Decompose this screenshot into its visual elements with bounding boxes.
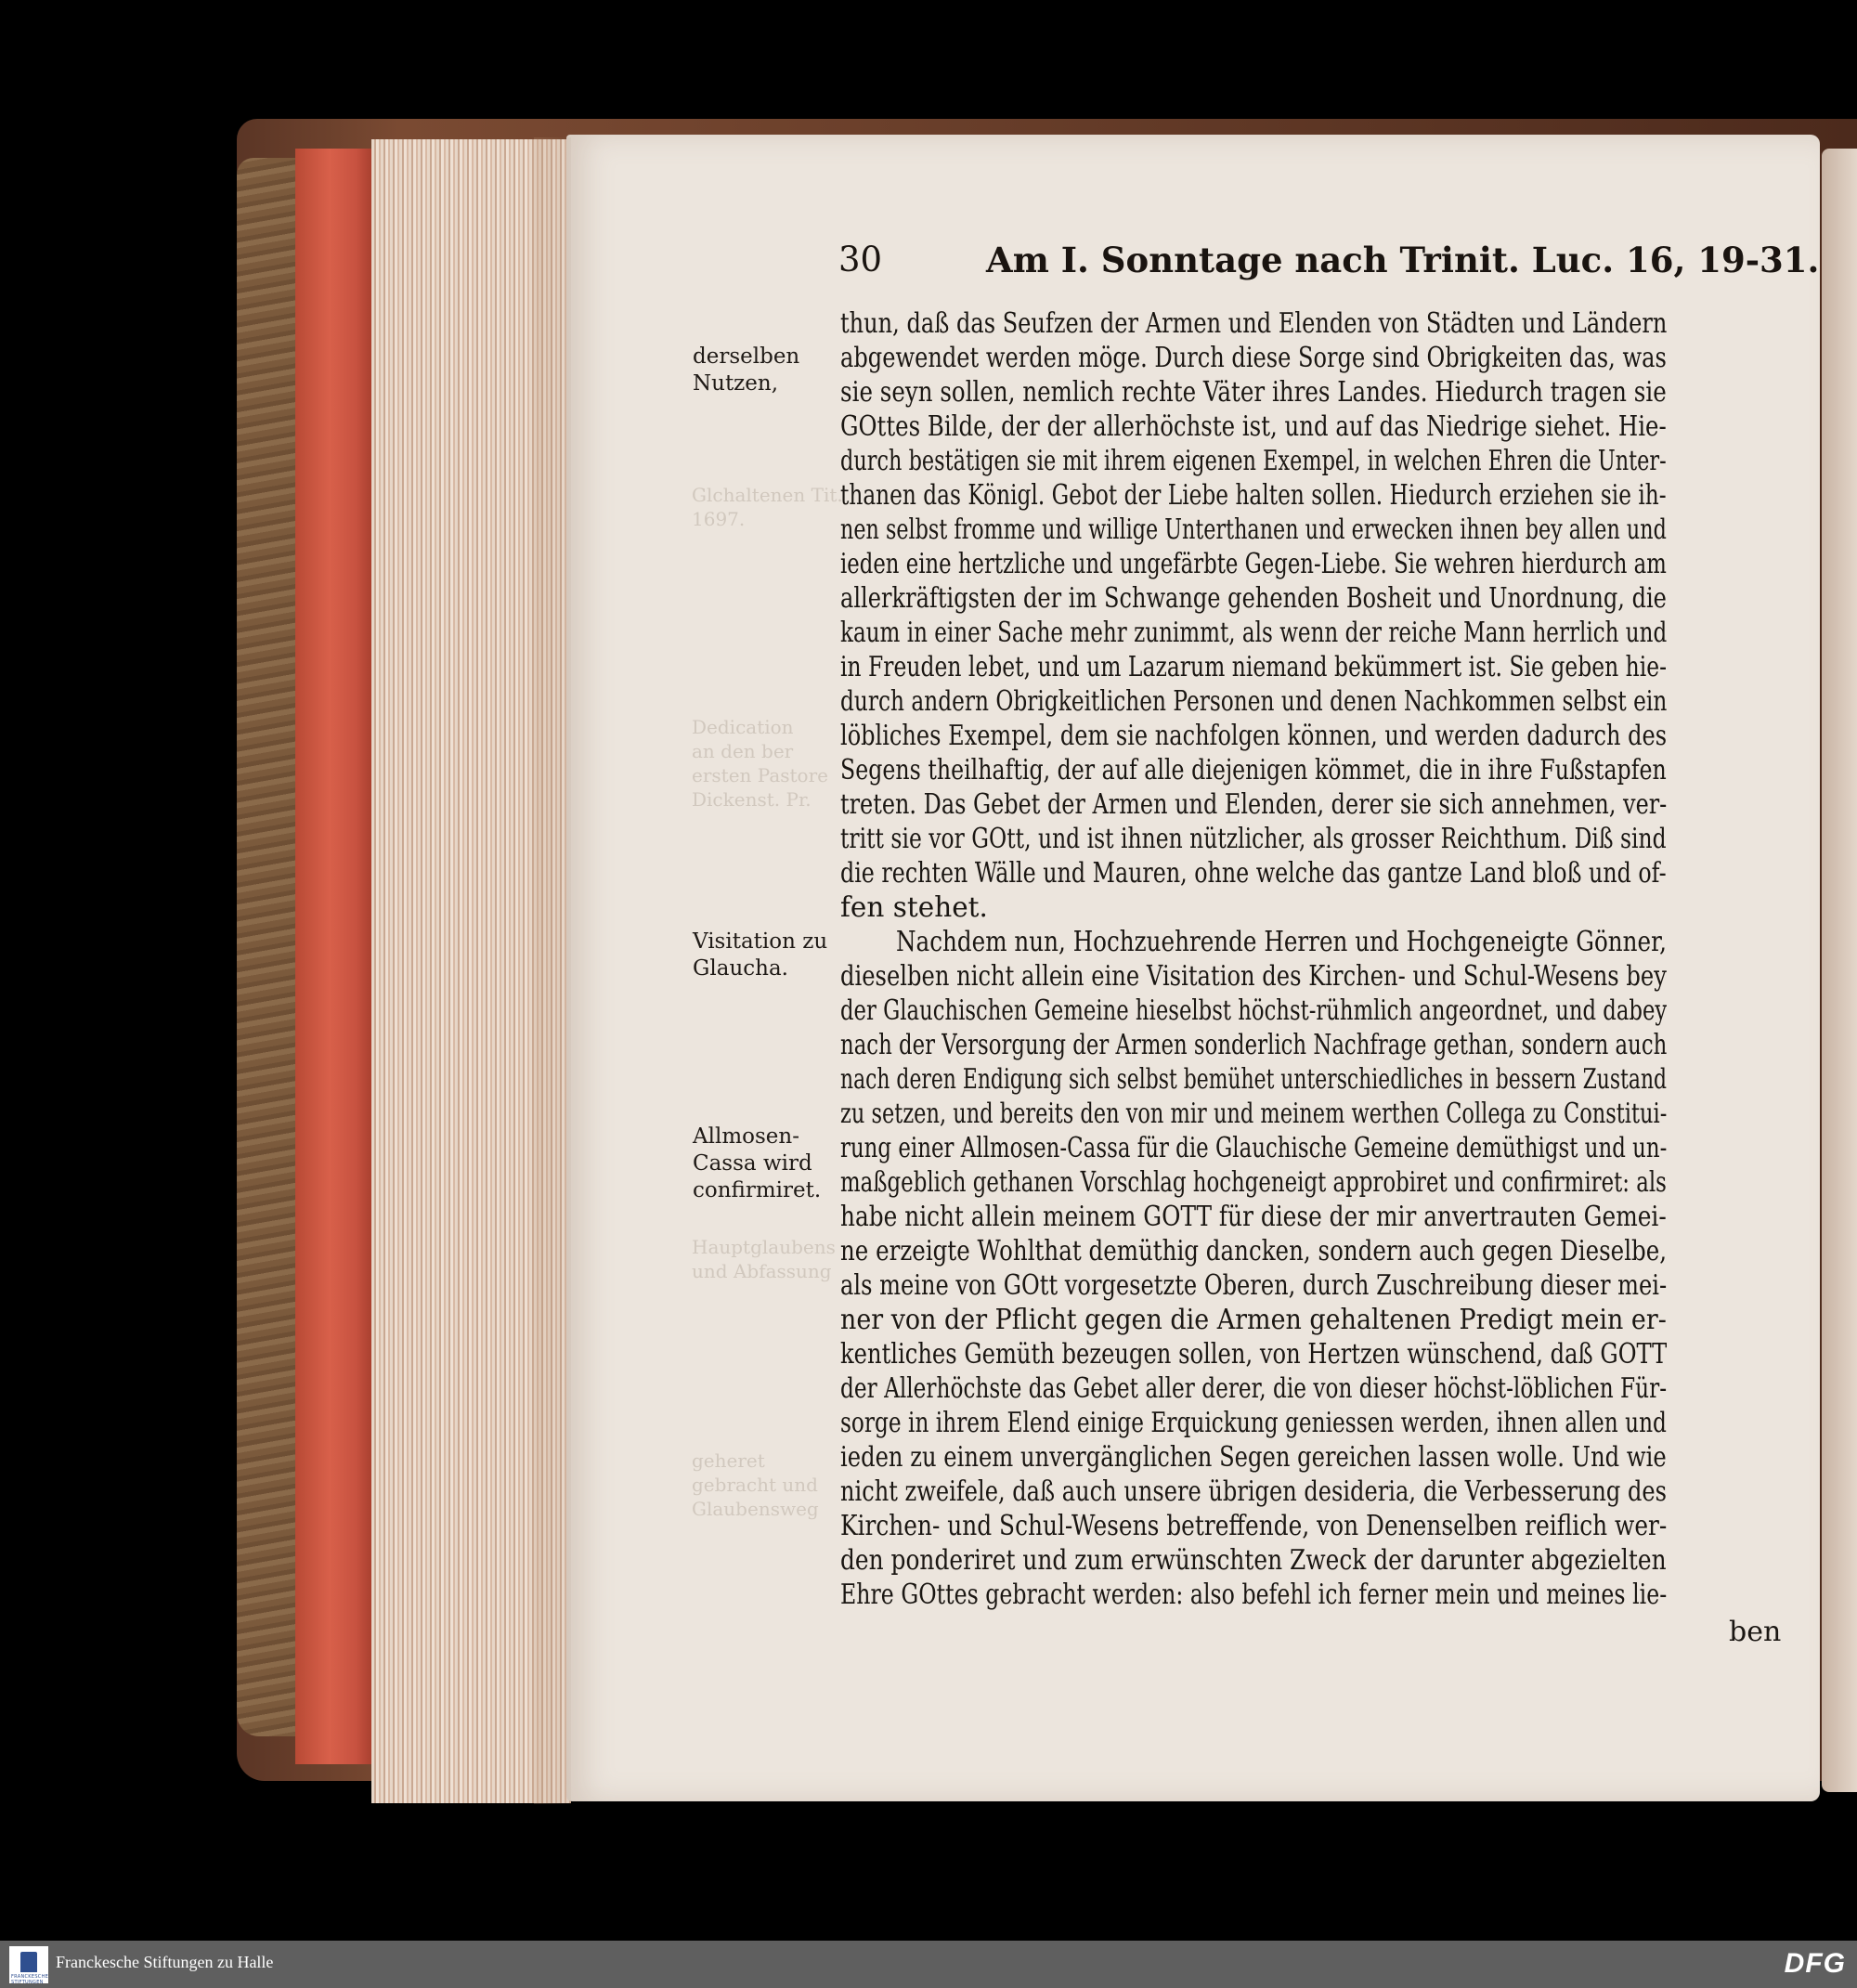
- margin-note-line: derselben: [693, 344, 800, 369]
- footer-bar: [0, 1941, 1857, 1988]
- margin-note-line: Visitation zu: [693, 929, 828, 954]
- text-line: fen stehet.: [840, 891, 988, 923]
- text-line: als meine von GOtt vorgesetzte Oberen, durch Zuschreibung dieser mei-: [840, 1269, 1667, 1301]
- margin-note-allmosen: [693, 1124, 832, 1204]
- building-icon: [20, 1952, 37, 1972]
- text-line: abgewendet werden möge. Durch diese Sorge sind Obrigkeiten das, was: [840, 342, 1667, 373]
- show-through-text: Dedication an den ber ersten Pastore Dickenst. Pr.: [692, 716, 828, 811]
- text-line: habe nicht allein meinem GOTT für diese der mir anvertrauten Gemei-: [840, 1201, 1667, 1232]
- text-line: ne erzeigte Wohlthat demüthig dancken, sondern auch gegen Dieselbe,: [840, 1235, 1667, 1267]
- text-line: thanen das Königl. Gebot der Liebe halten sollen. Hiedurch erziehen sie ih-: [840, 479, 1667, 511]
- text-line: maßgeblich gethanen Vorschlag hochgeneigt approbiret und confirmiret: als: [840, 1166, 1667, 1198]
- institution-logo[interactable]: [9, 1946, 48, 1983]
- text-line: dieselben nicht allein eine Visitation des Kirchen- und Schul-Wesens bey: [840, 960, 1667, 992]
- gutter-shadow: [534, 137, 571, 1804]
- margin-note-nutzen: [693, 344, 832, 397]
- show-through-text: geheret gebracht und Glaubensweg: [692, 1449, 819, 1520]
- catchword: ben: [1729, 1616, 1782, 1648]
- show-through-text: Hauptglaubens und Abfassung: [692, 1236, 836, 1282]
- page-number: 30: [838, 240, 883, 279]
- text-line: der Glauchischen Gemeine hieselbst höchst-rühmlich angeordnet, und dabey: [840, 994, 1667, 1026]
- text-line: allerkräftigsten der im Schwange gehenden Bosheit und Unordnung, die: [840, 582, 1667, 614]
- text-line: treten. Das Gebet der Armen und Elenden, derer sie sich annehmen, ver-: [840, 788, 1667, 820]
- text-line: nach der Versorgung der Armen sonderlich Nachfrage gethan, sondern auch: [840, 1029, 1667, 1060]
- text-line: den ponderiret und zum erwünschten Zweck der darunter abgezielten: [840, 1544, 1667, 1576]
- text-line: nach deren Endigung sich selbst bemühet unterschiedliches in bessern Zustand: [840, 1063, 1667, 1095]
- margin-note-line: Allmosen-: [693, 1124, 799, 1149]
- text-line: zu setzen, und bereits den von mir und meinem werthen Collega zu Constitui-: [840, 1098, 1667, 1129]
- red-fore-edge: [295, 149, 371, 1764]
- margin-note-line: Glaucha.: [693, 956, 788, 981]
- text-line: Segens theilhaftig, der auf alle diejenigen kömmet, die in ihre Fußstapfen: [840, 754, 1667, 786]
- margin-note-line: Cassa wird: [693, 1151, 812, 1176]
- text-line: rung einer Allmosen-Cassa für die Glauchische Gemeine demüthigst und un-: [840, 1132, 1667, 1163]
- text-line: ner von der Pflicht gegen die Armen gehaltenen Predigt mein er-: [840, 1304, 1667, 1335]
- margin-note-line: confirmiret.: [693, 1178, 822, 1202]
- text-line: Nachdem nun, Hochzuehrende Herren und Hochgeneigte Gönner,: [896, 926, 1667, 957]
- text-line: Ehre GOttes gebracht werden: also befehl ich ferner mein und meines lie-: [840, 1579, 1667, 1610]
- institution-name: Franckesche Stiftungen zu Halle: [56, 1953, 274, 1971]
- text-line: nen selbst fromme und willige Unterthanen und erwecken ihnen bey allen und: [840, 513, 1667, 545]
- running-head: Am I. Sonntage nach Trinit. Luc. 16, 19-31.: [986, 240, 1820, 280]
- text-line: die rechten Wälle und Mauren, ohne welche das gantze Land bloß und of-: [840, 857, 1667, 889]
- text-line: ieden zu einem unvergänglichen Segen gereichen lassen wolle. Und wie: [840, 1441, 1667, 1473]
- text-line: thun, daß das Seufzen der Armen und Elenden von Städten und Ländern: [840, 307, 1667, 339]
- facing-page-edge: [1822, 149, 1857, 1792]
- text-line: durch andern Obrigkeitlichen Personen und denen Nachkommen selbst ein: [840, 685, 1667, 717]
- text-line: sorge in ihrem Elend einige Erquickung geniessen werden, ihnen allen und: [840, 1407, 1667, 1438]
- text-line: Kirchen- und Schul-Wesens betreffende, von Denenselben reiflich wer-: [840, 1510, 1667, 1541]
- dfg-logo: DFG: [1784, 1948, 1846, 1979]
- text-line: sie seyn sollen, nemlich rechte Väter ihres Landes. Hiedurch tragen sie: [840, 376, 1667, 408]
- text-line: in Freuden lebet, und um Lazarum niemand bekümmert ist. Sie geben hie-: [840, 651, 1667, 682]
- margin-note-line: Nutzen,: [693, 371, 779, 396]
- text-line: durch bestätigen sie mit ihrem eigenen Exempel, in welchen Ehren die Unter-: [840, 445, 1667, 476]
- text-line: der Allerhöchste das Gebet aller derer, die von dieser höchst-löblichen Für-: [840, 1372, 1667, 1404]
- body-text: [840, 306, 1667, 1612]
- text-line: nicht zweifele, daß auch unsere übrigen desideria, die Verbesserung des: [840, 1475, 1667, 1507]
- text-line: kentliches Gemüth bezeugen sollen, von Hertzen wünschend, daß GOTT: [840, 1338, 1667, 1370]
- text-line: kaum in einer Sache mehr zunimmt, als wenn der reiche Mann herrlich und: [840, 617, 1667, 648]
- text-line: ieden eine hertzliche und ungefärbte Gegen-Liebe. Sie wehren hierdurch am: [840, 548, 1667, 579]
- show-through-text: Glchaltenen Tit. 1697.: [692, 484, 843, 530]
- text-line: GOttes Bilde, der der allerhöchste ist, und auf das Niedrige siehet. Hie-: [840, 410, 1667, 442]
- logo-caption: FRANCKESCHE STIFTUNGEN: [11, 1974, 49, 1985]
- margin-note-visitation: [693, 929, 832, 982]
- text-line: löbliches Exempel, dem sie nachfolgen können, und werden dadurch des: [840, 720, 1667, 751]
- text-line: tritt sie vor GOtt, und ist ihnen nützlicher, als grosser Reichthum. Diß sind: [840, 823, 1667, 854]
